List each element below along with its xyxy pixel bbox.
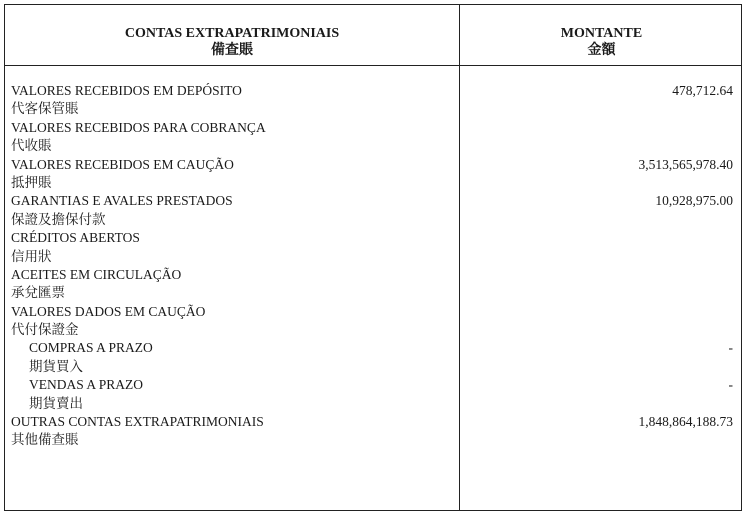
amount-value xyxy=(460,303,733,321)
amount-header-zh: 金額 xyxy=(587,43,616,58)
amount-value xyxy=(460,321,733,339)
account-label: VALORES RECEBIDOS EM DEPÓSITO xyxy=(11,83,242,98)
amount-value xyxy=(460,211,733,229)
off-balance-sheet-table xyxy=(4,4,742,511)
account-label: 代付保證金 xyxy=(11,322,79,338)
account-header-zh: 備查賬 xyxy=(211,43,253,58)
amount-value xyxy=(460,119,733,137)
amount-value xyxy=(460,137,733,155)
account-label: VALORES RECEBIDOS EM CAUÇÃO xyxy=(11,156,234,172)
account-label: 信用狀 xyxy=(11,248,52,264)
account-label: VENDAS A PRAZO xyxy=(29,377,144,393)
account-label: GARANTIAS E AVALES PRESTADOS xyxy=(11,193,233,209)
account-label: 期貨買入 xyxy=(29,358,83,374)
amount-list xyxy=(460,82,733,450)
account-label: CRÉDITOS ABERTOS xyxy=(11,230,140,246)
account-label: 其他備查賬 xyxy=(11,432,79,448)
amount-column-header xyxy=(460,25,743,59)
amount-value: - xyxy=(728,340,733,356)
amount-header-pt: MONTANTE xyxy=(560,26,643,41)
amount-value xyxy=(460,174,733,192)
amount-value: 478,712.64 xyxy=(672,83,733,98)
account-label: ACEITES EM CIRCULAÇÃO xyxy=(11,266,182,282)
account-label: 抵押賬 xyxy=(11,174,52,190)
amount-value xyxy=(460,358,733,376)
account-label: 代收賬 xyxy=(11,138,52,154)
amount-value xyxy=(460,229,733,247)
account-label: 期貨賣出 xyxy=(29,395,83,411)
account-column-header xyxy=(5,25,459,59)
account-header-pt: CONTAS EXTRAPATRIMONIAIS xyxy=(124,26,340,41)
amount-value xyxy=(460,248,733,266)
amount-value xyxy=(460,431,733,449)
account-label: OUTRAS CONTAS EXTRAPATRIMONIAIS xyxy=(11,414,264,430)
amount-value: 10,928,975.00 xyxy=(655,193,733,209)
amount-value xyxy=(460,266,733,284)
amount-value xyxy=(460,100,733,118)
account-label: COMPRAS A PRAZO xyxy=(29,340,153,356)
account-label: VALORES DADOS EM CAUÇÃO xyxy=(11,303,206,319)
account-label: 承兌匯票 xyxy=(11,285,65,301)
amount-value xyxy=(460,284,733,302)
account-label: 保證及擔保付款 xyxy=(11,211,106,227)
header-rule xyxy=(5,65,741,66)
account-label: 代客保管賬 xyxy=(11,101,79,117)
amount-value: - xyxy=(728,377,733,393)
amount-value: 3,513,565,978.40 xyxy=(638,156,733,172)
amount-value xyxy=(460,395,733,413)
account-label: VALORES RECEBIDOS PARA COBRANÇA xyxy=(11,119,266,135)
account-list xyxy=(11,82,458,450)
amount-value: 1,848,864,188.73 xyxy=(638,414,733,430)
